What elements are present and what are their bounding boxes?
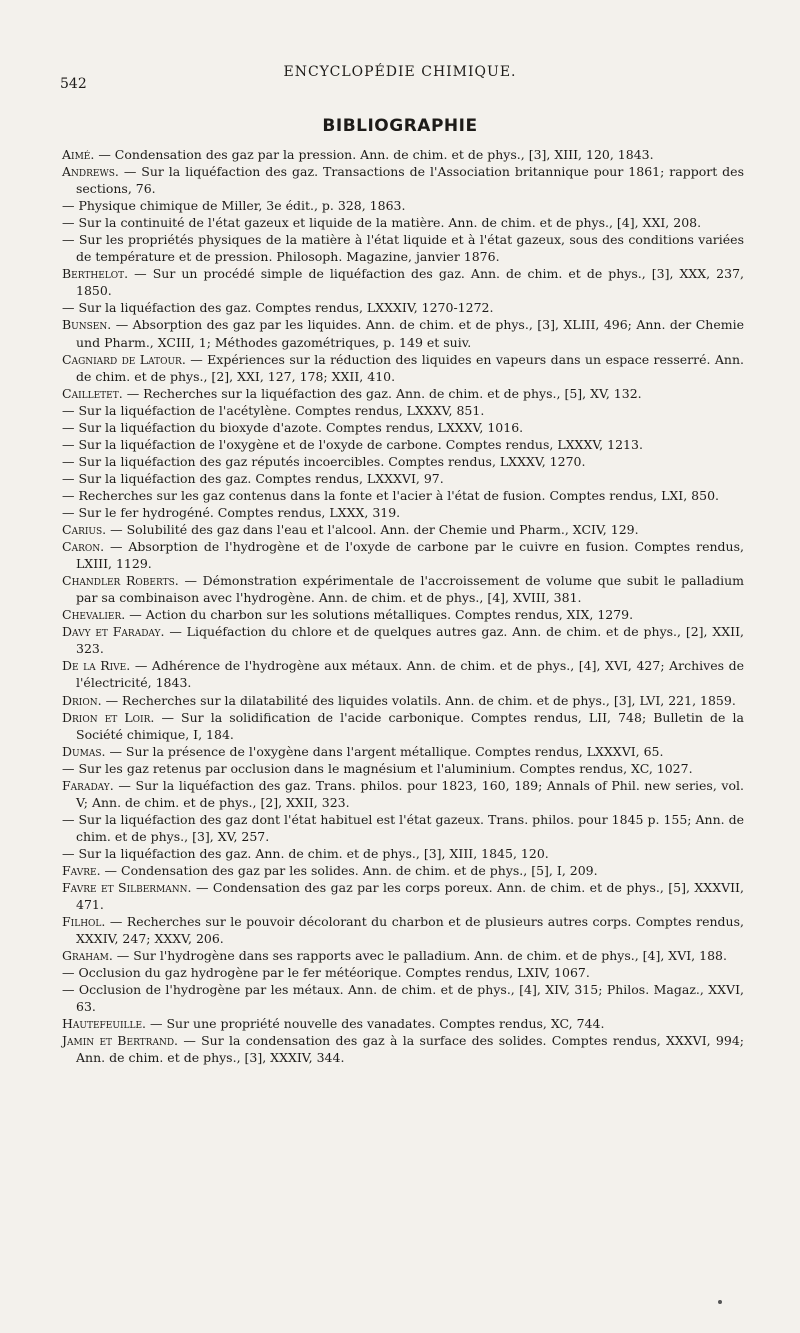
entry-reference: — Sur la solidification de l'acide carbonique. Comptes rendus, LII, 748; Bulletin de la Société chimique, I, 184. <box>76 709 744 742</box>
bibliography-entry <box>62 351 744 385</box>
entry-reference: — Sur la liquéfaction des gaz. Trans. philos. pour 1823, 160, 189; Annals of Phil. new series, vol. V; Ann. de chim. et de phys., [2], XXII, 323. <box>76 777 744 810</box>
entry-reference: — Action du charbon sur les solutions métalliques. Comptes rendus, XIX, 1279. <box>129 607 634 623</box>
entry-reference: — Sur la liquéfaction de l'acétylène. Comptes rendus, LXXXV, 851. <box>62 402 485 418</box>
entry-author: Bunsen. <box>62 317 112 333</box>
entry-reference: — Sur la liquéfaction des gaz réputés incoercibles. Comptes rendus, LXXXV, 1270. <box>62 453 586 469</box>
entry-reference: — Condensation des gaz par la pression. Ann. de chim. et de phys., [3], XIII, 120, 1843. <box>98 147 654 162</box>
entry-reference: — Liquéfaction du chlore et de quelques autres gaz. Ann. de chim. et de phys., [2], XXII, 323. <box>76 624 744 657</box>
entry-author: Favre. <box>62 862 101 878</box>
bibliography-entry <box>62 299 744 316</box>
bibliography-entry <box>62 947 744 964</box>
bibliography-entry <box>62 214 744 231</box>
entry-author: Filhol. <box>62 914 106 930</box>
entry-author: Jamin et Bertrand. <box>62 1033 179 1049</box>
bibliography-entry <box>62 265 744 299</box>
entry-reference: — Sur l'hydrogène dans ses rapports avec le palladium. Ann. de chim. et de phys., [4], XVI, 188. <box>116 948 727 964</box>
entry-author: Aimé. <box>62 147 95 162</box>
entry-reference: — Sur la continuité de l'état gazeux et liquide de la matière. Ann. de chim. et de phys., [4], XXI, 208. <box>62 215 702 231</box>
entry-reference: — Occlusion du gaz hydrogène par le fer météorique. Comptes rendus, LXIV, 1067. <box>62 965 590 981</box>
bibliography-entry <box>62 623 744 657</box>
entry-reference: — Expériences sur la réduction des liquides en vapeurs dans un espace resserré. Ann. de chim. et de phys., [2], XXI, 127, 178; XXII, 410. <box>76 351 744 384</box>
bibliography-entry <box>62 760 744 777</box>
bibliography-entry <box>62 419 744 436</box>
bibliography-entry <box>62 862 744 879</box>
entry-author: Graham. <box>62 948 113 964</box>
entry-reference: — Sur la liquéfaction de l'oxygène et de l'oxyde de carbone. Comptes rendus, LXXXV, 1213. <box>62 436 643 452</box>
bibliography-entry <box>62 964 744 981</box>
bibliography-entry <box>62 981 744 1015</box>
entry-author: Chevalier. <box>62 607 126 623</box>
bibliography-entry <box>62 657 744 691</box>
entry-author: Drion. <box>62 692 102 708</box>
entry-reference: — Recherches sur la liquéfaction des gaz. Ann. de chim. et de phys., [5], XV, 132. <box>126 385 642 401</box>
bibliography-list <box>62 146 744 1067</box>
running-head: ENCYCLOPÉDIE CHIMIQUE. <box>283 64 517 80</box>
bibliography-entry <box>62 504 744 521</box>
entry-author: Andrews. <box>62 164 119 180</box>
bibliography-entry <box>62 692 744 709</box>
bibliography-entry <box>62 316 744 350</box>
page-number: 542 <box>60 76 87 92</box>
entry-reference: — Sur les gaz retenus par occlusion dans le magnésium et l'aluminium. Comptes rendus, XC, 1027. <box>62 760 693 776</box>
entry-reference: — Occlusion de l'hydrogène par les métaux. Ann. de chim. et de phys., [4], XIV, 315; Philos. Magaz., XXVI, 63. <box>62 982 744 1015</box>
bibliography-entry <box>62 453 744 470</box>
entry-reference: — Sur un procédé simple de liquéfaction des gaz. Ann. de chim. et de phys., [3], XXX, 237, 1850. <box>76 266 744 299</box>
bibliography-entry <box>62 436 744 453</box>
entry-reference: — Adhérence de l'hydrogène aux métaux. Ann. de chim. et de phys., [4], XVI, 427; Archives de l'électricité, 1843. <box>76 658 744 691</box>
bibliography-entry <box>62 487 744 504</box>
entry-reference: — Solubilité des gaz dans l'eau et l'alcool. Ann. der Chemie und Pharm., XCIV, 129. <box>110 522 639 538</box>
entry-reference: — Démonstration expérimentale de l'accroissement de volume que subit le palladium par sa combinaison avec l'hydrogène. Ann. de chim. et de phys., [4], XVIII, 381. <box>76 573 744 606</box>
entry-reference: — Sur la liquéfaction des gaz. Transactions de l'Association britannique pour 1861; rapport des sections, 76. <box>76 164 744 197</box>
entry-author: Favre et Silbermann. <box>62 880 192 896</box>
entry-reference: — Absorption des gaz par les liquides. Ann. de chim. et de phys., [3], XLIII, 496; Ann. der Chemie und Pharm., XCIII, 1; Méthodes gazométriques, p. 149 et suiv. <box>76 317 744 350</box>
bibliography-entry <box>62 385 744 402</box>
entry-reference: — Sur la liquéfaction des gaz. Ann. de chim. et de phys., [3], XIII, 1845, 120. <box>62 845 549 861</box>
entry-author: De la Rive. <box>62 658 131 674</box>
entry-author: Cagniard de Latour. <box>62 351 186 367</box>
entry-reference: — Absorption de l'hydrogène et de l'oxyde de carbone par le cuivre en fusion. Comptes rendus, LXIII, 1129. <box>76 539 744 572</box>
bibliography-entry <box>62 709 744 743</box>
entry-reference: — Sur la liquéfaction du bioxyde d'azote. Comptes rendus, LXXXV, 1016. <box>62 419 524 435</box>
entry-author: Drion et Loir. <box>62 709 155 725</box>
entry-author: Dumas. <box>62 743 106 759</box>
bibliography-entry <box>62 231 744 265</box>
entry-reference: — Recherches sur les gaz contenus dans la fonte et l'acier à l'état de fusion. Comptes rendus, LXI, 850. <box>62 487 720 503</box>
bibliography-entry <box>62 163 744 197</box>
entry-reference: — Sur la liquéfaction des gaz dont l'état habituel est l'état gazeux. Trans. philos. pour 1845 p. 155; Ann. de chim. et de phys., [3], XV, 257. <box>62 811 744 844</box>
bibliography-entry <box>62 879 744 913</box>
entry-author: Cailletet. <box>62 385 123 401</box>
entry-reference: — Sur la liquéfaction des gaz. Comptes rendus, LXXXVI, 97. <box>62 470 444 486</box>
entry-reference: — Recherches sur la dilatabilité des liquides volatils. Ann. de chim. et de phys., [3], LVI, 221, 1859. <box>105 692 736 708</box>
bibliography-entry <box>62 743 744 760</box>
entry-reference: — Sur la présence de l'oxygène dans l'argent métallique. Comptes rendus, LXXXVI, 65. <box>109 743 664 759</box>
bibliography-entry <box>62 146 744 163</box>
entry-reference: — Sur la condensation des gaz à la surface des solides. Comptes rendus, XXXVI, 994; Ann. de chim. et de phys., [3], XXXIV, 344. <box>76 1033 744 1066</box>
bibliography-entry <box>62 470 744 487</box>
entry-reference: — Sur les propriétés physiques de la matière à l'état liquide et à l'état gazeux, sous des conditions variées de température et de pression. Philosoph. Magazine, janvier 1876. <box>62 232 744 265</box>
entry-reference: — Sur une propriété nouvelle des vanadates. Comptes rendus, XC, 744. <box>150 1016 605 1032</box>
entry-author: Carius. <box>62 522 107 538</box>
bibliography-entry <box>62 197 744 214</box>
section-title: BIBLIOGRAPHIE <box>322 116 478 136</box>
entry-author: Faraday. <box>62 777 114 793</box>
bibliography-entry <box>62 572 744 606</box>
bibliography-entry <box>62 777 744 811</box>
entry-reference: — Recherches sur le pouvoir décolorant du charbon et de plusieurs autres corps. Comptes rendus, XXXIV, 247; XXXV, 206. <box>76 914 744 947</box>
entry-author: Davy et Faraday. <box>62 624 165 640</box>
bibliography-entry <box>62 811 744 845</box>
entry-author: Berthelot. <box>62 266 129 282</box>
entry-reference: — Sur le fer hydrogéné. Comptes rendus, LXXX, 319. <box>62 504 401 520</box>
bibliography-entry <box>62 521 744 538</box>
bibliography-entry <box>62 606 744 623</box>
entry-reference: — Sur la liquéfaction des gaz. Comptes rendus, LXXXIV, 1270-1272. <box>62 300 494 316</box>
page-header <box>60 62 740 92</box>
bibliography-entry <box>62 913 744 947</box>
bibliography-entry <box>62 845 744 862</box>
entry-author: Caron. <box>62 539 105 555</box>
entry-author: Chandler Roberts. <box>62 573 179 589</box>
entry-author: Hautefeuille. <box>62 1016 147 1032</box>
entry-reference: — Condensation des gaz par les corps poreux. Ann. de chim. et de phys., [5], XXXVII, 471. <box>76 880 744 913</box>
entry-reference: — Physique chimique de Miller, 3e édit., p. 328, 1863. <box>62 198 406 214</box>
entry-reference: — Condensation des gaz par les solides. Ann. de chim. et de phys., [5], I, 209. <box>104 862 598 878</box>
bibliography-entry <box>62 402 744 419</box>
bibliography-entry <box>62 538 744 572</box>
bibliography-entry <box>62 1015 744 1032</box>
ink-speck <box>718 1300 722 1304</box>
bibliography-entry <box>62 1032 744 1066</box>
